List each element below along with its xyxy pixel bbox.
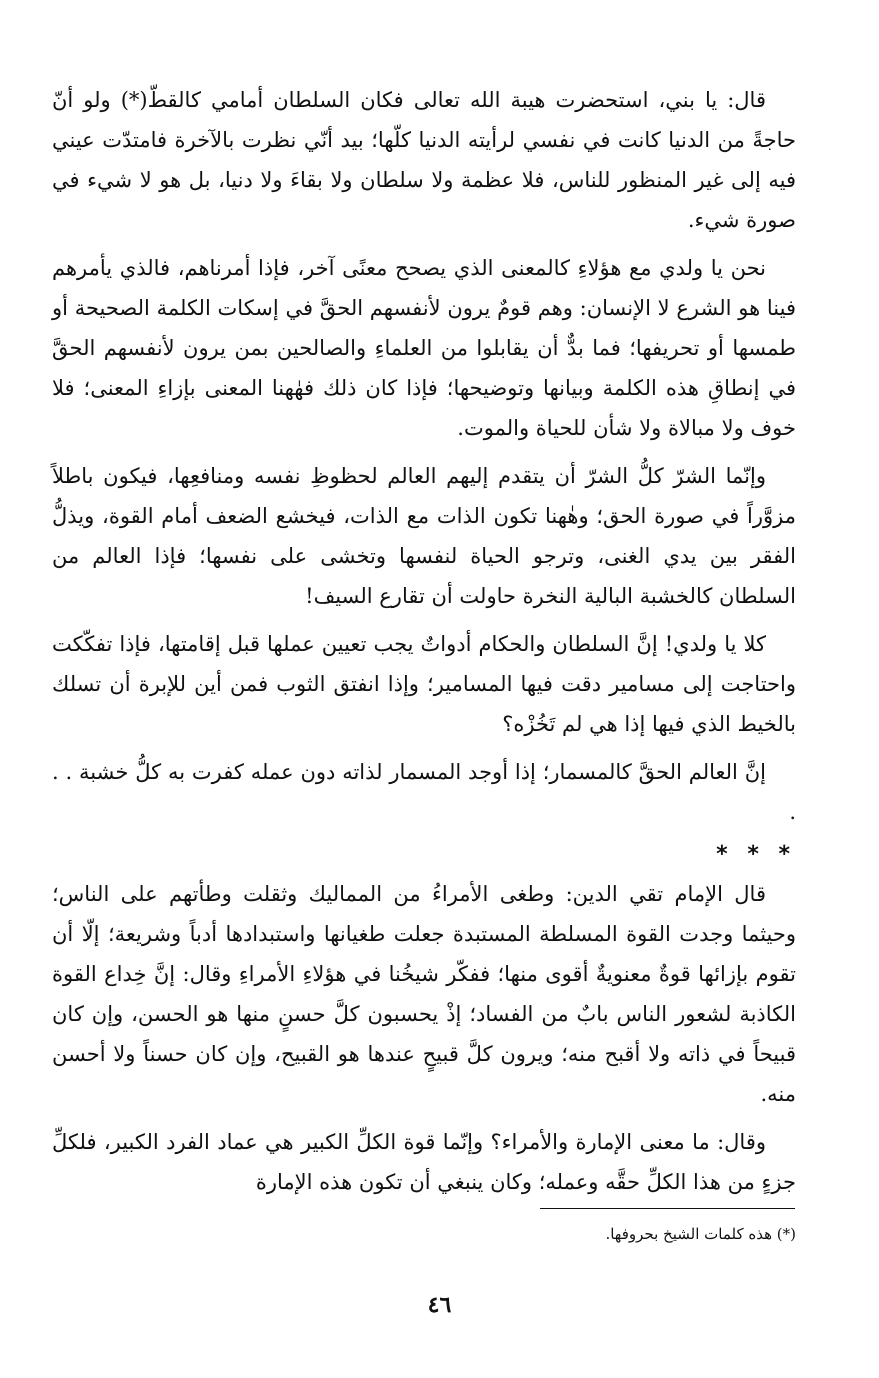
paragraph-7: وقال: ما معنى الإمارة والأمراء؟ وإنّما قوة الكلِّ الكبير هي عماد الفرد الكبير، فلكلِّ جزءٍ من هذا الكلِّ حقَّه وعمله؛ وكان ينبغي أن تكون هذه الإمارة xyxy=(52,1130,796,1194)
paragraph-4: كلا يا ولدي! إنَّ السلطان والحكام أدواتٌ يجب تعيين عملها قبل إقامتها، فإذا تفكّكت واحتاجت إلى مسامير دقت فيها المسامير؛ وإذا انفتق الثوب فمن أين للإبرة أن تسلك بالخيط الذي فيها إذا هي لم تَخُزْه؟ xyxy=(52,632,796,736)
paragraph-3: وإنّما الشرّ كلُّ الشرّ أن يتقدم إليهم العالم لحظوظِ نفسه ومنافعِها، فيكون باطلاً مزوَّراً في صورة الحق؛ وهٰهنا تكون الذات مع الذات، فيخشع الضعف أمام القوة، ويذلُّ الفقر بين يدي الغنى، وترجو الحياة لنفسها وتخشى على نفسها؛ فإذا العالم من السلطان كالخشبة البالية النخرة حاولت أن تقارع السيف! xyxy=(52,464,796,608)
paragraph-2: نحن يا ولدي مع هؤلاءِ كالمعنى الذي يصحح معنًى آخر، فإذا أمرناهم، فالذي يأمرهم فينا هو الشرع لا الإنسان: وهم قومٌ يرون لأنفسهم الحقَّ في إسكات الكلمة الصحيحة أو طمسها أو تحريفها؛ فما بدٌّ أن يقابلوا من العلماءِ والصالحين بمن يرون لأنفسهم الحقَّ في إنطاقِ هذه الكلمة وبيانها وتوضيحها؛ فإذا كان ذلك فهٰهنا المعنى بإزاءِ المعنى؛ فلا خوف ولا مبالاة ولا شأن للحياة والموت. xyxy=(52,256,796,440)
section-separator: * * * xyxy=(716,842,796,867)
page-number: ٤٦ xyxy=(427,1292,452,1318)
main-text-block xyxy=(52,80,796,1210)
paragraph-6: قال الإمام تقي الدين: وطغى الأمراءُ من المماليك وثقلت وطأتهم على الناس؛ وحيثما وجدت القوة المسلطة المستبدة جعلت طغيانها واستبدادها أدباً وشريعة؛ إلّا أن تقوم بإزائها قوةٌ معنويةٌ أقوى منها؛ ففكّر شيخُنا في هؤلاءِ الأمراءِ وقال: إنَّ خِداع القوة الكاذبة لشعور الناس بابٌ من الفساد؛ إذْ يحسبون كلَّ حسنٍ منها هو الحسن، وإن كان قبيحاً في ذاته ولا أقبح منه؛ ويرون كلَّ قبيحٍ عندها هو القبيح، وإن كان حسناً ولا أحسن منه. xyxy=(52,882,796,1106)
footnote-divider xyxy=(540,1208,795,1209)
paragraph-1: قال: يا بني، استحضرت هيبة الله تعالى فكان السلطان أمامي كالقطّ(*) ولو أنّ حاجةً من الدنيا كانت في نفسي لرأيته الدنيا كلّها؛ بيد أنّي نظرت بالآخرة فامتدّت عيني فيه إلى غير المنظور للناس، فلا عظمة ولا سلطان ولا بقاءَ ولا دنيا، بل هو لا شيء في صورة شيء. xyxy=(52,88,796,232)
footnote: (*) هذه كلمات الشيخ بحروفها. xyxy=(605,1225,796,1243)
paragraph-5: إنَّ العالم الحقَّ كالمسمار؛ إذا أوجد المسمار لذاته دون عمله كفرت به كلُّ خشبة . . . xyxy=(52,760,796,824)
